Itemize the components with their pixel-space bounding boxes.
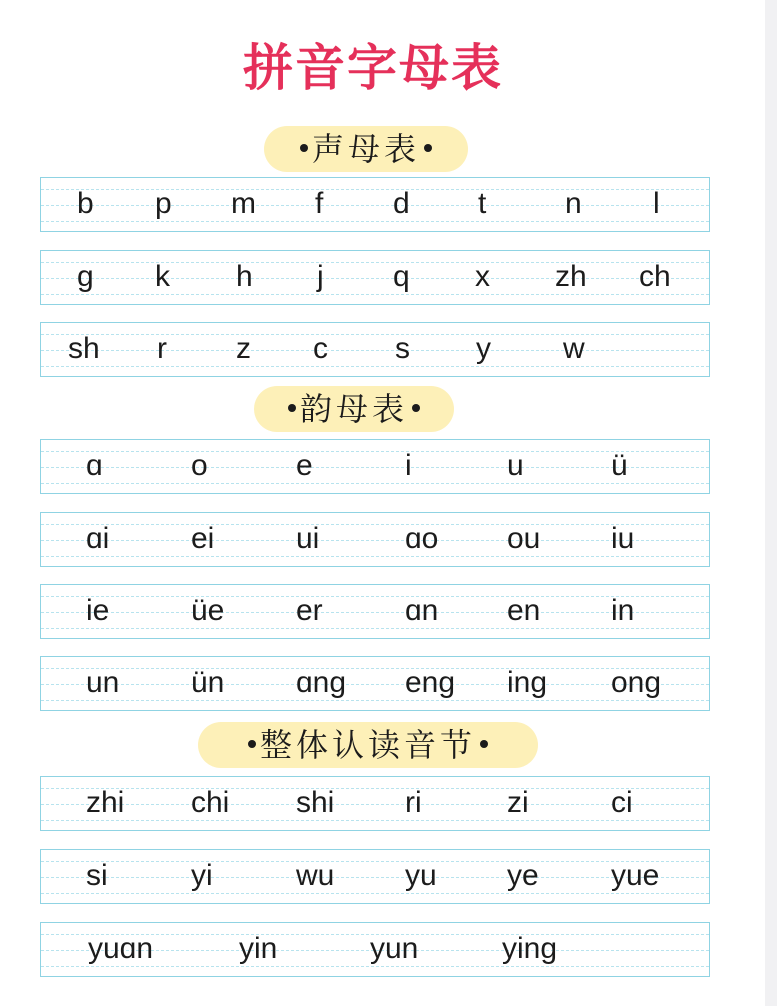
syllable: yue [611,859,660,892]
guide-line [41,294,709,295]
guide-line [41,877,709,878]
syllable: ch [639,260,671,293]
syllable: p [155,187,172,220]
syllable: b [77,187,94,220]
syllable: y [476,332,491,365]
bullet-dot-icon [248,740,256,748]
bullet-dot-icon [480,740,488,748]
syllable: ɑng [296,666,347,699]
guide-line [41,205,709,206]
syllable: l [653,187,660,220]
syllable: sh [68,332,100,365]
syllable: en [507,594,541,627]
guide-line [41,540,709,541]
table-row [40,656,710,711]
table-row [40,512,710,567]
syllable: chi [191,786,230,819]
syllable: n [565,187,582,220]
section-title: 声母表 [311,130,420,168]
syllable: x [475,260,490,293]
table-row [40,776,710,831]
bullet-dot-icon [412,404,420,412]
syllable: ɑi [86,522,110,555]
syllable: ɑo [405,522,439,555]
section-label-initials [264,126,468,172]
syllable: üe [191,594,225,627]
syllable: w [563,332,585,365]
syllable: ü [611,449,628,482]
guide-line [41,628,709,629]
bullet-dot-icon [288,404,296,412]
syllable: yuɑn [88,932,154,965]
syllable: shi [296,786,335,819]
guide-line [41,893,709,894]
syllable: ri [405,786,422,819]
syllable: ɑn [405,594,439,627]
syllable: ing [507,666,548,699]
syllable: ye [507,859,539,892]
syllable: h [236,260,253,293]
syllable: ui [296,522,320,555]
table-row [40,584,710,639]
syllable: s [395,332,410,365]
syllable: u [507,449,524,482]
guide-line [41,334,709,335]
syllable: ün [191,666,225,699]
syllable: yun [370,932,419,965]
syllable: i [405,449,412,482]
syllable: c [313,332,328,365]
syllable: q [393,260,410,293]
guide-line [41,556,709,557]
section-title: 整体认读音节 [259,726,476,764]
syllable: si [86,859,108,892]
guide-line [41,684,709,685]
syllable: ong [611,666,662,699]
syllable: e [296,449,313,482]
syllable: er [296,594,323,627]
guide-line [41,668,709,669]
syllable: ou [507,522,541,555]
guide-line [41,612,709,613]
syllable: ci [611,786,633,819]
guide-line [41,861,709,862]
right-margin-strip [765,0,777,1006]
syllable: ei [191,522,215,555]
table-row [40,250,710,305]
syllable: g [77,260,94,293]
table-row [40,849,710,904]
syllable: d [393,187,410,220]
syllable: wu [296,859,335,892]
section-label-whole-syllables [198,722,538,768]
syllable: ie [86,594,110,627]
syllable: k [155,260,170,293]
guide-line [41,366,709,367]
guide-line [41,596,709,597]
guide-line [41,278,709,279]
guide-line [41,221,709,222]
syllable: m [231,187,256,220]
section-label-finals [254,386,454,432]
table-row [40,439,710,494]
syllable: un [86,666,120,699]
guide-line [41,700,709,701]
syllable: zhi [86,786,125,819]
syllable: o [191,449,208,482]
section-title: 韵母表 [299,390,408,428]
syllable: zi [507,786,529,819]
guide-line [41,350,709,351]
guide-line [41,788,709,789]
syllable: f [315,187,324,220]
syllable: ɑ [86,449,103,482]
syllable: yin [239,932,278,965]
table-row [40,922,710,977]
guide-line [41,483,709,484]
guide-line [41,451,709,452]
guide-line [41,524,709,525]
table-row [40,322,710,377]
syllable: in [611,594,635,627]
syllable: j [317,260,324,293]
guide-line [41,189,709,190]
syllable: t [478,187,487,220]
guide-line [41,467,709,468]
syllable: z [236,332,251,365]
syllable: yi [191,859,213,892]
page-title: 拼音字母表 [243,39,503,97]
bullet-dot-icon [424,144,432,152]
guide-line [41,262,709,263]
syllable: yu [405,859,437,892]
table-row [40,177,710,232]
syllable: eng [405,666,456,699]
syllable: iu [611,522,635,555]
syllable: ying [502,932,558,965]
syllable: zh [555,260,587,293]
guide-line [41,820,709,821]
syllable: r [157,332,167,365]
bullet-dot-icon [300,144,308,152]
guide-line [41,804,709,805]
